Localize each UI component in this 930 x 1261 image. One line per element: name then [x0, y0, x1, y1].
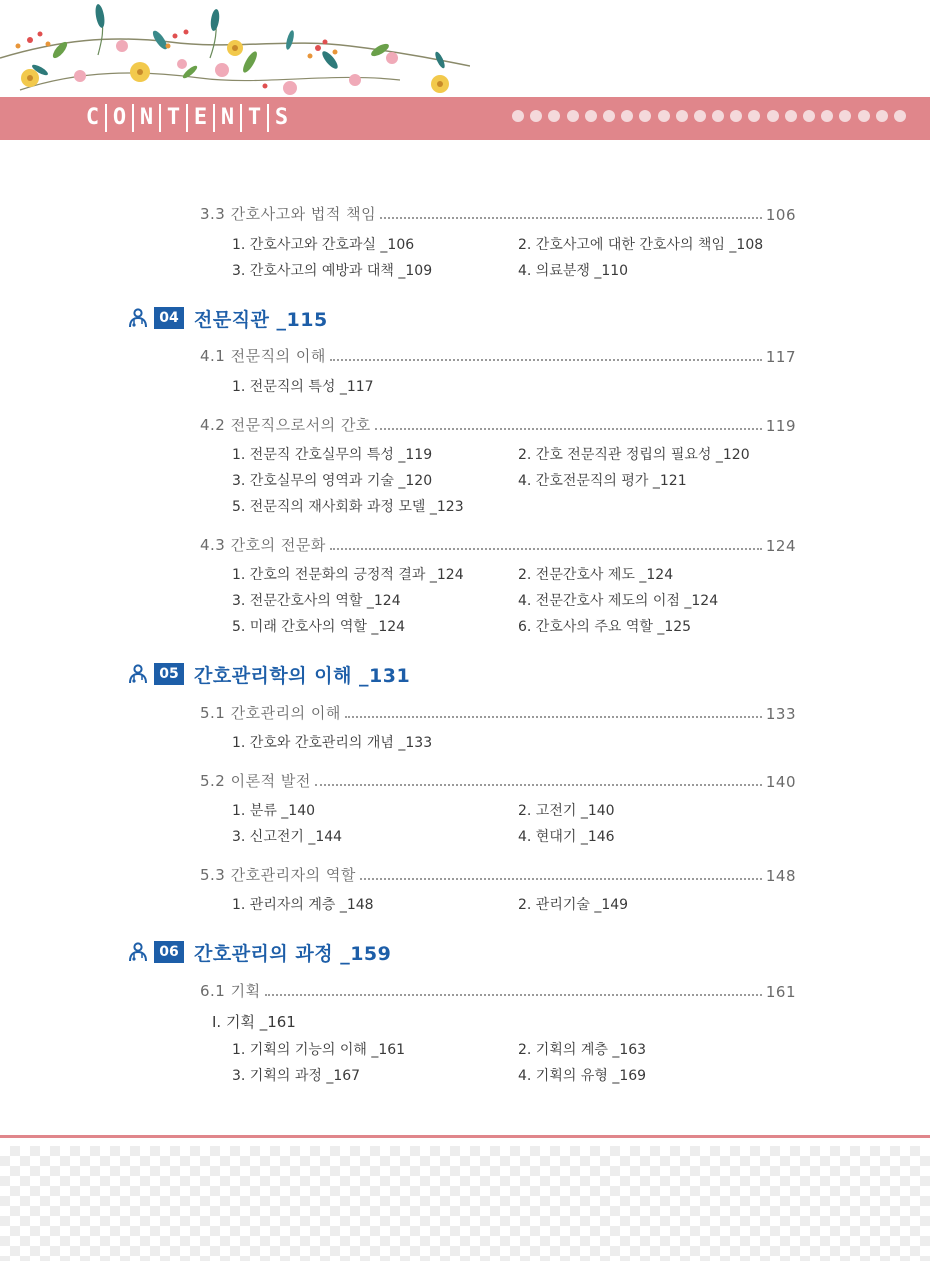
- section-heading[interactable]: [200, 980, 796, 1001]
- nurse-icon: [128, 664, 148, 684]
- section-heading[interactable]: [200, 702, 796, 723]
- nurse-icon: [128, 308, 148, 328]
- section-heading[interactable]: [200, 345, 796, 366]
- banner-dot: [894, 110, 906, 122]
- title-letter: T: [159, 104, 186, 132]
- banner-dot: [621, 110, 633, 122]
- title-letter: S: [267, 104, 294, 132]
- toc-item[interactable]: 2. 간호사고에 대한 간호사의 책임 _108: [518, 237, 764, 253]
- toc-subheading[interactable]: Ⅰ. 기획 _161: [212, 1013, 296, 1031]
- title-letter: T: [240, 104, 267, 132]
- title-letter: N: [132, 104, 159, 132]
- toc-item[interactable]: 1. 전문직의 특성 _117: [232, 379, 374, 395]
- section-title: 6.1 기획: [200, 982, 261, 1000]
- footer-checker-pattern: [0, 1146, 930, 1261]
- chapter-title: 간호관리의 과정 _159: [194, 942, 392, 965]
- chapter-heading[interactable]: [128, 940, 391, 964]
- toc-item[interactable]: 2. 고전기 _140: [518, 803, 615, 819]
- chapter-title: 간호관리학의 이해 _131: [194, 664, 411, 687]
- section-page: 117: [765, 348, 796, 366]
- section-heading[interactable]: [200, 864, 796, 885]
- banner-dot: [603, 110, 615, 122]
- banner-dot: [821, 110, 833, 122]
- toc-item[interactable]: 4. 전문간호사 제도의 이점 _124: [518, 593, 719, 609]
- banner-dot: [767, 110, 779, 122]
- banner-dot: [585, 110, 597, 122]
- banner-scallop-edge: [0, 134, 930, 142]
- section-page: 119: [765, 417, 796, 435]
- dot-leader: [265, 994, 762, 996]
- chapter-number-badge: 06: [154, 941, 184, 963]
- title-letter: C: [85, 105, 100, 130]
- banner-dots: [512, 110, 906, 122]
- dot-leader: [315, 784, 762, 786]
- dot-leader: [330, 359, 762, 361]
- title-letter: E: [186, 104, 213, 132]
- section-page: 124: [765, 537, 796, 555]
- nurse-icon: [128, 942, 148, 962]
- section-page: 106: [765, 206, 796, 224]
- section-title: 4.3 간호의 전문화: [200, 536, 326, 554]
- banner-dot: [512, 110, 524, 122]
- chapter-title: 전문직관 _115: [194, 308, 328, 331]
- toc-item[interactable]: 4. 기획의 유형 _169: [518, 1068, 647, 1084]
- section-title: 5.3 간호관리자의 역할: [200, 866, 356, 884]
- toc-item[interactable]: 5. 전문직의 재사회화 과정 모델 _123: [232, 499, 464, 515]
- toc-item[interactable]: 3. 신고전기 _144: [232, 829, 343, 845]
- banner-dot: [694, 110, 706, 122]
- toc-item[interactable]: 3. 간호실무의 영역과 기술 _120: [232, 473, 433, 489]
- toc-item[interactable]: 2. 간호 전문직관 정립의 필요성 _120: [518, 447, 750, 463]
- section-title: 3.3 간호사고와 법적 책임: [200, 205, 377, 223]
- toc-item[interactable]: 4. 현대기 _146: [518, 829, 615, 845]
- toc-item[interactable]: 6. 간호사의 주요 역할 _125: [518, 619, 692, 635]
- banner-dot: [839, 110, 851, 122]
- toc-item[interactable]: 5. 미래 간호사의 역할 _124: [232, 619, 406, 635]
- banner-dot: [730, 110, 742, 122]
- toc-item[interactable]: 2. 전문간호사 제도 _124: [518, 567, 674, 583]
- toc-item[interactable]: 1. 간호사고와 간호과실 _106: [232, 237, 415, 253]
- section-page: 161: [765, 983, 796, 1001]
- toc-item[interactable]: 1. 간호의 전문화의 긍정적 결과 _124: [232, 567, 464, 583]
- section-title: 5.2 이론적 발전: [200, 772, 311, 790]
- banner-dot: [785, 110, 797, 122]
- toc-item[interactable]: 4. 간호전문직의 평가 _121: [518, 473, 687, 489]
- toc-item[interactable]: 1. 전문직 간호실무의 특성 _119: [232, 447, 433, 463]
- toc-item[interactable]: 1. 관리자의 계층 _148: [232, 897, 374, 913]
- banner-dot: [530, 110, 542, 122]
- dot-leader: [330, 548, 762, 550]
- title-letter: O: [105, 104, 132, 132]
- dot-leader: [345, 716, 762, 718]
- banner-dot: [712, 110, 724, 122]
- toc-item[interactable]: 2. 기획의 계층 _163: [518, 1042, 647, 1058]
- banner-dot: [676, 110, 688, 122]
- section-page: 133: [765, 705, 796, 723]
- banner-dot: [876, 110, 888, 122]
- section-title: 5.1 간호관리의 이해: [200, 704, 341, 722]
- title-letter: N: [213, 104, 240, 132]
- section-title: 4.2 전문직으로서의 간호: [200, 416, 371, 434]
- section-page: 140: [765, 773, 796, 791]
- section-heading[interactable]: [200, 203, 796, 224]
- section-title: 4.1 전문직의 이해: [200, 347, 326, 365]
- chapter-heading[interactable]: [128, 662, 410, 686]
- banner-dot: [567, 110, 579, 122]
- section-heading[interactable]: [200, 534, 796, 555]
- toc-item[interactable]: 3. 전문간호사의 역할 _124: [232, 593, 401, 609]
- toc-item[interactable]: 1. 분류 _140: [232, 803, 316, 819]
- banner-dot: [639, 110, 651, 122]
- banner-dot: [748, 110, 760, 122]
- toc-item[interactable]: 1. 기획의 기능의 이해 _161: [232, 1042, 406, 1058]
- dot-leader: [380, 217, 762, 219]
- banner-dot: [658, 110, 670, 122]
- banner-dot: [858, 110, 870, 122]
- chapter-number-badge: 05: [154, 663, 184, 685]
- section-heading[interactable]: [200, 414, 796, 435]
- chapter-heading[interactable]: [128, 306, 328, 330]
- contents-title: [80, 104, 294, 132]
- dot-leader: [360, 878, 762, 880]
- toc-item[interactable]: 3. 기획의 과정 _167: [232, 1068, 361, 1084]
- floral-decoration: [0, 0, 470, 100]
- chapter-number-badge: 04: [154, 307, 184, 329]
- banner-dot: [548, 110, 560, 122]
- footer-rule: [0, 1135, 930, 1138]
- banner-dot: [803, 110, 815, 122]
- section-heading[interactable]: [200, 770, 796, 791]
- toc-item[interactable]: 1. 간호와 간호관리의 개념 _133: [232, 735, 433, 751]
- toc-item[interactable]: 2. 관리기술 _149: [518, 897, 629, 913]
- toc-item[interactable]: 3. 간호사고의 예방과 대책 _109: [232, 263, 433, 279]
- toc-item[interactable]: 4. 의료분쟁 _110: [518, 263, 629, 279]
- dot-leader: [375, 428, 762, 430]
- section-page: 148: [765, 867, 796, 885]
